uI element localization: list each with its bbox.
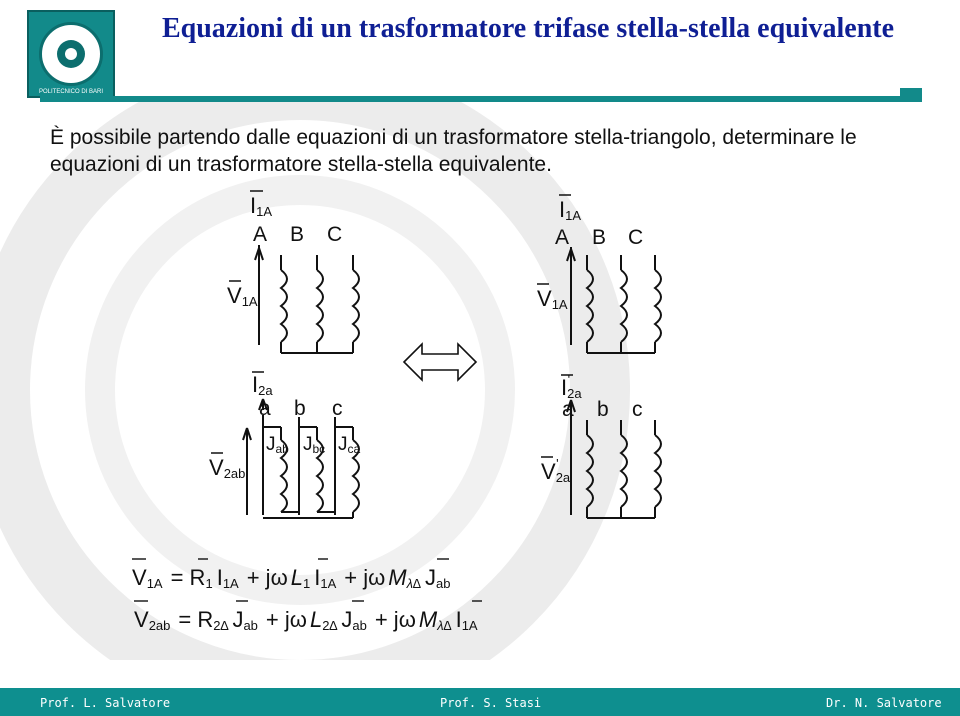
gear-icon bbox=[57, 40, 85, 68]
delta-current-ab: Jab bbox=[266, 434, 289, 456]
primary-voltage-label: V1A bbox=[537, 286, 568, 312]
footer-author-right: Dr. N. Salvatore bbox=[826, 696, 942, 710]
phase-label-A: A bbox=[555, 226, 570, 249]
star-delta-diagram bbox=[195, 185, 415, 520]
svg-text:V1A= R1I1A+ jωL1I1A+ jωMλ∆Jab: V1A = R1 I1A + jω L1 I1A + jω Mλ∆ Jab bbox=[132, 565, 451, 591]
logo-seal bbox=[39, 22, 103, 86]
phase-label-c: c bbox=[332, 397, 343, 420]
footer-author-left: Prof. L. Salvatore bbox=[40, 696, 171, 710]
phase-label-a: a bbox=[562, 398, 574, 421]
secondary-voltage-label: V2ab bbox=[209, 455, 246, 481]
equation-primary bbox=[132, 559, 450, 591]
secondary-windings bbox=[567, 400, 661, 518]
phase-label-A: A bbox=[253, 223, 268, 246]
phase-label-C: C bbox=[628, 226, 644, 249]
equivalence-arrow-icon bbox=[400, 340, 480, 384]
secondary-current-label: I2a bbox=[252, 372, 273, 398]
footer-author-center: Prof. S. Stasi bbox=[440, 696, 542, 710]
secondary-current-label: I2a' bbox=[561, 372, 582, 401]
page-title: Equazioni di un trasformatore trifase stella-stella equivalente bbox=[161, 13, 895, 44]
title-divider bbox=[40, 96, 922, 102]
primary-windings bbox=[567, 247, 661, 353]
primary-voltage-label: V1A bbox=[227, 283, 258, 309]
primary-windings bbox=[255, 245, 359, 353]
delta-current-ca: Jca bbox=[338, 434, 361, 456]
secondary-labels bbox=[541, 372, 643, 485]
delta-current-bc: Jbc bbox=[303, 434, 326, 456]
politecnico-logo bbox=[27, 10, 115, 98]
title-area bbox=[128, 10, 928, 96]
title-divider-accent bbox=[900, 88, 922, 96]
phase-label-b: b bbox=[294, 397, 306, 420]
logo-text: POLITECNICO DI BARI bbox=[38, 89, 103, 95]
star-star-diagram bbox=[525, 185, 715, 520]
transformer-equations bbox=[120, 555, 540, 645]
phase-label-C: C bbox=[327, 223, 343, 246]
phase-label-B: B bbox=[592, 226, 607, 249]
intro-text: È possibile partendo dalle equazioni di un trasformatore stella-triangolo, determinare le equazioni di un trasformatore stella-stella equivalente. bbox=[50, 126, 857, 176]
svg-text:V2ab= R2∆Jab+ jωL2∆Jab+ jωMλ∆I: V2ab = R2∆ Jab + jω L2∆ Jab + jω Mλ∆ I1A bbox=[134, 607, 478, 633]
phase-label-a: a bbox=[259, 397, 271, 420]
primary-current-label: I1A bbox=[559, 197, 582, 223]
phase-label-c: c bbox=[632, 398, 643, 421]
footer-bar bbox=[0, 688, 960, 716]
secondary-voltage-label: V2a' bbox=[541, 456, 571, 485]
equation-secondary bbox=[134, 601, 482, 633]
phase-label-b: b bbox=[597, 398, 609, 421]
phase-label-B: B bbox=[290, 223, 305, 246]
primary-current-label: I1A bbox=[250, 193, 273, 219]
